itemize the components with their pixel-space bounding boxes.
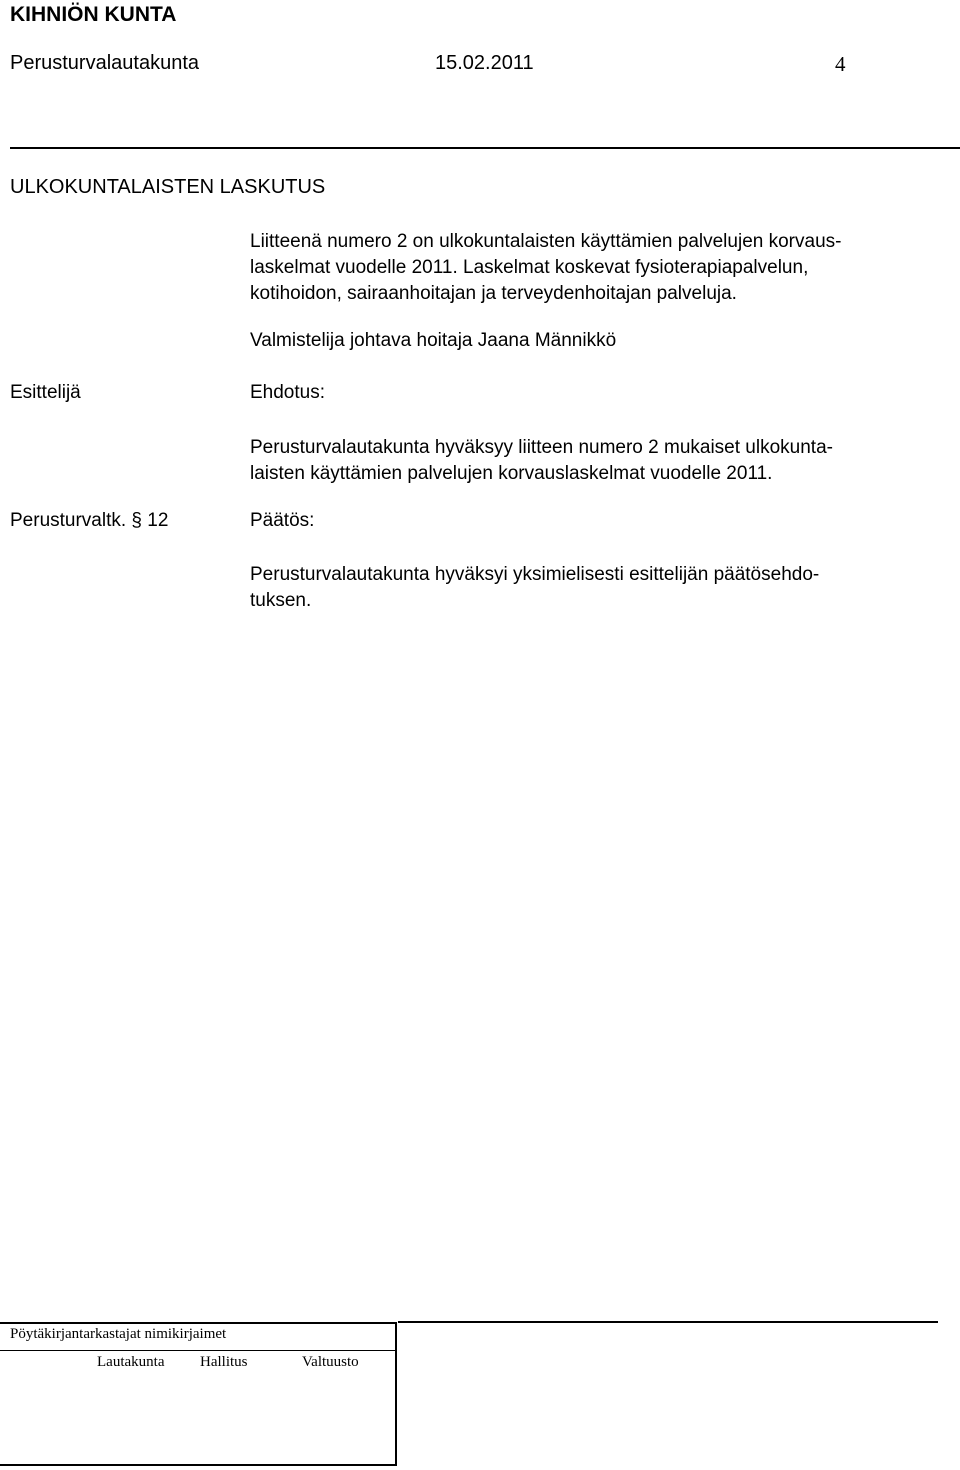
section-title: ULKOKUNTALAISTEN LASKUTUS xyxy=(10,176,326,198)
organization-name: KIHNIÖN KUNTA xyxy=(10,3,177,26)
committee-name: Perusturvalautakunta xyxy=(10,52,200,74)
decision-label: Päätös: xyxy=(250,510,315,531)
signature-box-title: Pöytäkirjantarkastajat nimikirjaimet xyxy=(10,1326,227,1342)
intro-line: laskelmat vuodelle 2011. Laskelmat koskevat fysioterapiapalvelun, xyxy=(250,257,809,278)
signature-box-separator xyxy=(0,1350,395,1351)
decision-line: Perusturvalautakunta hyväksyi yksimielisesti esittelijän päätösehdo- xyxy=(250,564,820,585)
presenter-label: Esittelijä xyxy=(10,382,81,403)
proposal-line: Perusturvalautakunta hyväksyy liitteen numero 2 mukaiset ulkokunta- xyxy=(250,437,833,458)
proposal-line: laisten käyttämien palvelujen korvauslaskelmat vuodelle 2011. xyxy=(250,463,773,484)
intro-line: kotihoidon, sairaanhoitajan ja terveydenhoitajan palveluja. xyxy=(250,283,737,304)
decision-line: tuksen. xyxy=(250,590,312,611)
proposal-label: Ehdotus: xyxy=(250,382,325,403)
header-divider xyxy=(10,147,960,149)
signature-column-board: Lautakunta xyxy=(97,1354,165,1370)
preparer-line: Valmistelija johtava hoitaja Jaana Männikkö xyxy=(250,330,617,351)
proposal-paragraph xyxy=(250,435,833,487)
meeting-reference: Perusturvaltk. § 12 xyxy=(10,510,169,531)
intro-paragraph xyxy=(250,229,950,307)
signature-column-council: Valtuusto xyxy=(302,1354,359,1370)
meeting-date: 15.02.2011 xyxy=(435,52,534,74)
signature-column-executive: Hallitus xyxy=(200,1354,248,1370)
decision-paragraph xyxy=(250,562,819,614)
page-number: 4 xyxy=(835,52,846,76)
intro-line: Liitteenä numero 2 on ulkokuntalaisten käyttämien palvelujen korvaus- xyxy=(250,231,842,252)
footer-divider xyxy=(398,1321,938,1323)
signature-box xyxy=(0,1322,397,1466)
